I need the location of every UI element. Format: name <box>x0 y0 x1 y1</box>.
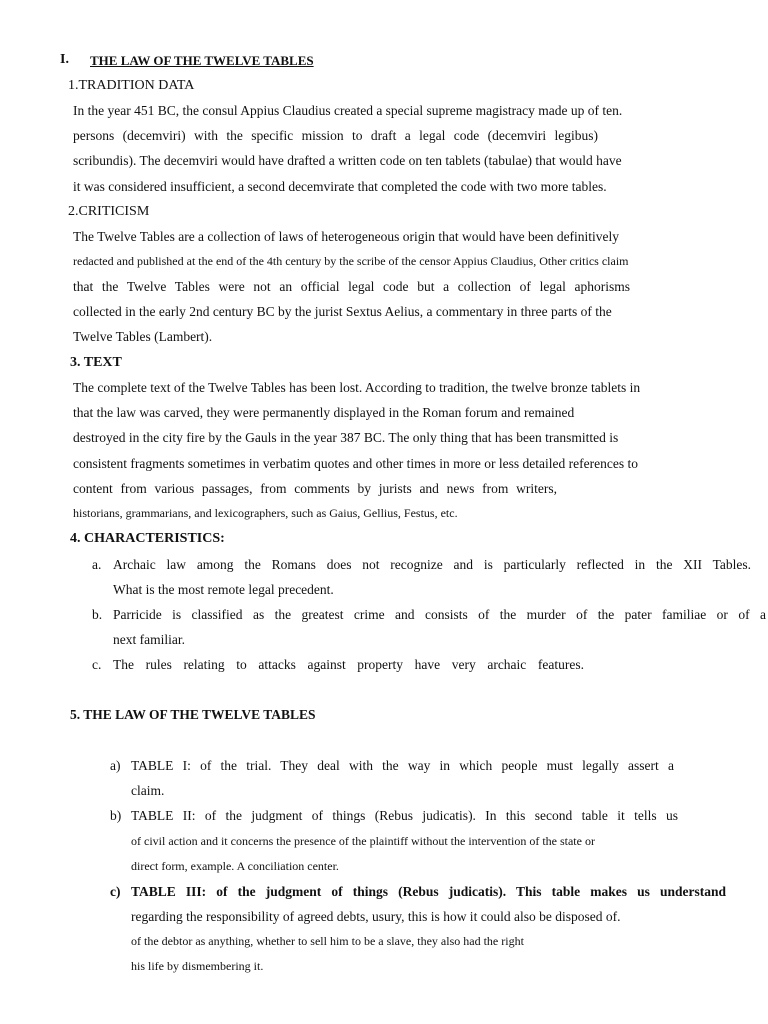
criticism-line: redacted and published at the end of the 4th century by the scribe of the censor Appius Claudius, Other critics claim <box>73 254 629 268</box>
table-description-line: of the debtor as anything, whether to sell him to be a slave, they also had the right <box>131 934 524 948</box>
characteristic-line: Parricide is classified as the greatest crime and consists of the murder of the pater familiae or of a <box>113 607 766 622</box>
characteristic-line: Archaic law among the Romans does not recognize and is particularly reflected in the XII Tables. <box>113 557 751 572</box>
list-marker: b. <box>92 607 103 622</box>
characteristic-line: What is the most remote legal precedent. <box>113 582 334 597</box>
list-marker: a) <box>110 758 121 773</box>
tradition-line: In the year 451 BC, the consul Appius Claudius created a special supreme magistracy made up of ten. <box>73 103 623 118</box>
twelve-tables-heading: 5. THE LAW OF THE TWELVE TABLES <box>70 707 316 722</box>
table-description-line: TABLE II: of the judgment of things (Rebus judicatis). In this second table it tells us <box>131 808 678 823</box>
characteristics-heading: 4. CHARACTERISTICS: <box>70 531 225 546</box>
criticism-line: that the Twelve Tables were not an official legal code but a collection of legal aphorisms <box>73 279 630 294</box>
table-description-line: TABLE I: of the trial. They deal with the way in which people must legally assert a <box>131 758 674 773</box>
characteristic-line: The rules relating to attacks against property have very archaic features. <box>113 657 584 672</box>
characteristic-line: next familiar. <box>113 632 185 647</box>
text-line: consistent fragments sometimes in verbatim quotes and other times in more or less detailed references to <box>73 456 638 471</box>
criticism-heading: 2.CRITICISM <box>68 204 150 219</box>
criticism-line: The Twelve Tables are a collection of laws of heterogeneous origin that would have been definitively <box>73 229 620 244</box>
text-line: content from various passages, from comments by jurists and news from writers, <box>73 481 557 496</box>
tradition-line: persons (decemviri) with the specific mission to draft a legal code (decemviri legibus) <box>73 128 598 143</box>
list-marker: c) <box>110 884 121 899</box>
table-description-line: direct form, example. A conciliation center. <box>131 859 339 873</box>
table-description-line: regarding the responsibility of agreed debts, usury, this is how it could also be disposed of. <box>131 909 621 924</box>
tradition-line: it was considered insufficient, a second decemvirate that completed the code with two more tables. <box>73 179 607 194</box>
text-heading: 3. TEXT <box>70 355 122 370</box>
table-description-line: claim. <box>131 783 165 798</box>
list-marker: b) <box>110 808 122 823</box>
text-line: The complete text of the Twelve Tables has been lost. According to tradition, the twelve bronze tablets in <box>73 380 641 395</box>
table-description-line: of civil action and it concerns the presence of the plaintiff without the intervention of the state or <box>131 834 595 848</box>
tradition-heading: 1.TRADITION DATA <box>68 78 195 93</box>
table-description-line: TABLE III: of the judgment of things (Rebus judicatis). This table makes us understand <box>131 884 726 899</box>
tradition-line: scribundis). The decemviri would have drafted a written code on ten tablets (tabulae) that would have <box>73 153 622 168</box>
list-marker: c. <box>92 657 102 672</box>
criticism-line: collected in the early 2nd century BC by the jurist Sextus Aelius, a commentary in three parts of the <box>73 304 612 319</box>
section-number: I. <box>60 52 69 67</box>
document-title: THE LAW OF THE TWELVE TABLES <box>90 53 314 68</box>
text-line: that the law was carved, they were permanently displayed in the Roman forum and remained <box>73 405 575 420</box>
criticism-line: Twelve Tables (Lambert). <box>73 329 213 344</box>
text-line: destroyed in the city fire by the Gauls in the year 387 BC. The only thing that has been transmitted is <box>73 430 619 445</box>
table-description-line: his life by dismembering it. <box>131 959 264 973</box>
list-marker: a. <box>92 557 102 572</box>
text-line: historians, grammarians, and lexicographers, such as Gaius, Gellius, Festus, etc. <box>73 506 458 520</box>
